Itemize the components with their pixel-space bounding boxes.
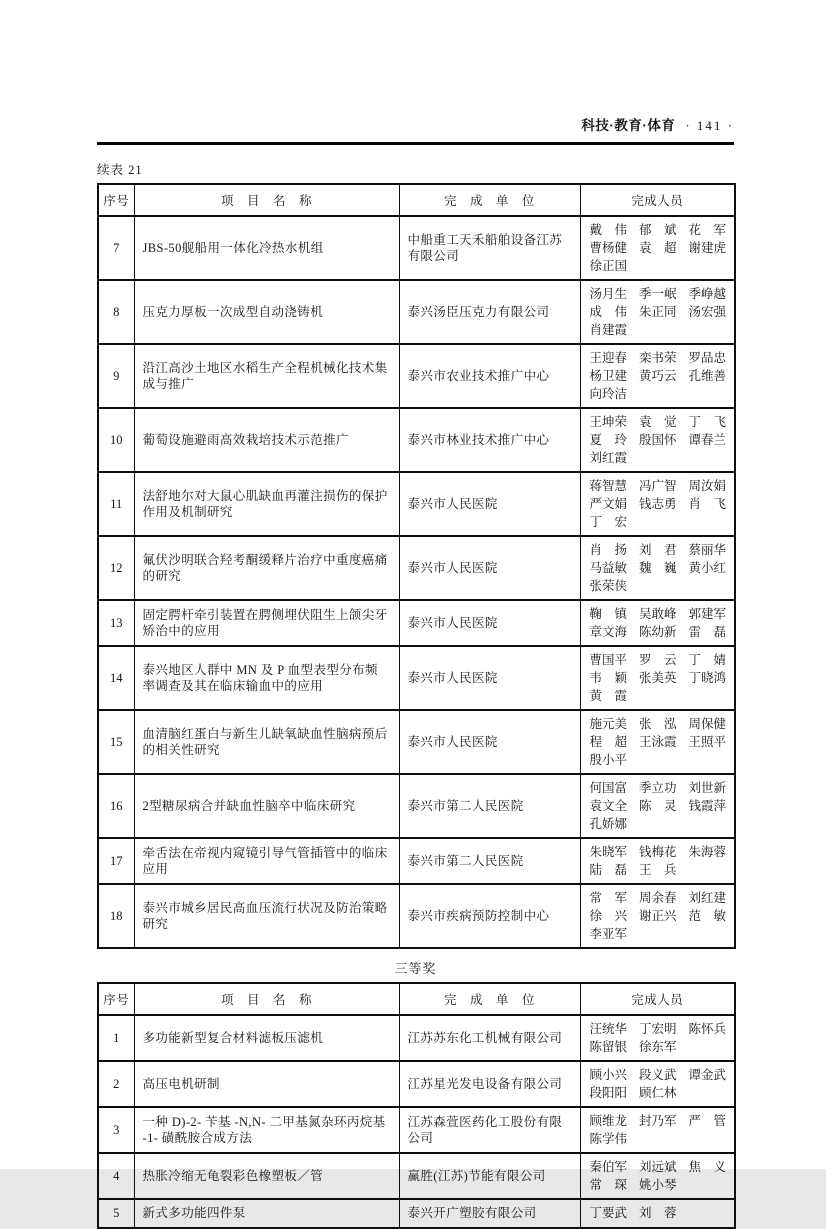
cell-unit: 中船重工天禾船舶设备江苏有限公司 — [399, 216, 580, 280]
person-name: 封乃军 — [639, 1114, 677, 1128]
person-name: 丁宏明 — [639, 1022, 677, 1036]
person-name: 李亚军 — [589, 927, 628, 941]
person-name: 韦 颖 — [589, 671, 628, 685]
person-name: 朱海蓉 — [688, 845, 727, 859]
person-name: 严文娟 — [589, 497, 628, 511]
person-name: 罗 云 — [639, 653, 677, 667]
section-title-third-prize: 三等奖 — [394, 961, 437, 976]
person-name: 段义武 — [639, 1068, 677, 1082]
person-name: 马益敏 — [589, 561, 628, 575]
cell-people — [580, 1199, 735, 1228]
table-row — [98, 1199, 735, 1228]
person-name: 徐东军 — [639, 1040, 677, 1054]
person-name: 谢正兴 — [639, 909, 677, 923]
person-name: 孔维善 — [688, 369, 727, 383]
cell-project: 高压电机研制 — [134, 1061, 399, 1107]
cell-unit: 泰兴市人民医院 — [399, 472, 580, 536]
cell-no: 3 — [98, 1107, 134, 1153]
person-name: 陈留银 — [589, 1040, 628, 1054]
person-name: 朱正同 — [639, 305, 677, 319]
cell-people — [580, 408, 735, 472]
cell-unit: 泰兴市人民医院 — [399, 646, 580, 710]
person-name: 季峥越 — [688, 287, 727, 301]
person-name: 袁 超 — [639, 241, 677, 255]
cell-unit: 泰兴市第二人民医院 — [399, 838, 580, 884]
person-name: 戴 伟 — [589, 223, 628, 237]
cell-no: 5 — [98, 1199, 134, 1228]
cell-no: 14 — [98, 646, 134, 710]
person-name: 张 泓 — [639, 717, 677, 731]
table-row — [98, 1107, 735, 1153]
person-name: 刘世新 — [688, 781, 727, 795]
person-name: 顾小兴 — [589, 1068, 628, 1082]
cell-no: 13 — [98, 600, 134, 646]
person-name: 丁 婧 — [688, 653, 727, 667]
cell-unit: 泰兴汤臣压克力有限公司 — [399, 280, 580, 344]
person-name: 夏 玲 — [589, 433, 628, 447]
cell-people — [580, 344, 735, 408]
col-header-project: 项 目 名 称 — [134, 184, 399, 216]
cell-project: 沿江高沙土地区水稻生产全程机械化技术集成与推广 — [134, 344, 399, 408]
people-list — [590, 844, 731, 878]
person-name: 陈幼新 — [639, 625, 677, 639]
cell-unit: 泰兴市人民医院 — [399, 710, 580, 774]
col-header-no: 序号 — [98, 184, 134, 216]
person-name: 雷 磊 — [688, 625, 727, 639]
cell-no: 1 — [98, 1015, 134, 1061]
person-name: 朱晓军 — [589, 845, 628, 859]
cell-no: 9 — [98, 344, 134, 408]
table-row — [98, 600, 735, 646]
col-header-unit: 完 成 单 位 — [399, 184, 580, 216]
cell-unit: 泰兴开广塑胶有限公司 — [399, 1199, 580, 1228]
person-name: 黄小红 — [688, 561, 727, 575]
table-header-row — [98, 983, 735, 1015]
cell-project: 氟伏沙明联合羟考酮缓释片治疗中重度癌痛的研究 — [134, 536, 399, 600]
table-row — [98, 646, 735, 710]
person-name: 谢建虎 — [688, 241, 727, 255]
cell-project: 血清脑红蛋白与新生儿缺氧缺血性脑病预后的相关性研究 — [134, 710, 399, 774]
person-name: 施元美 — [589, 717, 628, 731]
people-list — [590, 890, 731, 942]
person-name: 王照平 — [688, 735, 727, 749]
col-header-unit: 完 成 单 位 — [399, 983, 580, 1015]
person-name: 常 军 — [589, 891, 628, 905]
person-name: 成 伟 — [589, 305, 628, 319]
cell-unit: 泰兴市人民医院 — [399, 600, 580, 646]
person-name: 向玲洁 — [589, 387, 628, 401]
person-name: 冯广智 — [639, 479, 677, 493]
table-row — [98, 710, 735, 774]
person-name: 焦 义 — [688, 1160, 727, 1174]
person-name: 陈学伟 — [589, 1132, 628, 1146]
person-name: 顾维龙 — [589, 1114, 628, 1128]
person-name: 鞠 镇 — [589, 607, 628, 621]
cell-project: 多功能新型复合材料滤板压滤机 — [134, 1015, 399, 1061]
people-list — [590, 542, 731, 594]
cell-project: JBS-50舰船用一体化冷热水机组 — [134, 216, 399, 280]
person-name: 谭金武 — [688, 1068, 727, 1082]
people-list — [590, 780, 731, 832]
people-list — [590, 716, 731, 768]
cell-no: 2 — [98, 1061, 134, 1107]
cell-people — [580, 884, 735, 948]
person-name: 蒋智慧 — [589, 479, 628, 493]
cell-unit: 泰兴市疾病预防控制中心 — [399, 884, 580, 948]
person-name: 吴敢峰 — [639, 607, 677, 621]
cell-project: 压克力厚板一次成型自动浇铸机 — [134, 280, 399, 344]
person-name: 刘红霞 — [589, 451, 628, 465]
cell-unit: 泰兴市农业技术推广中心 — [399, 344, 580, 408]
person-name: 刘红建 — [688, 891, 727, 905]
people-list — [590, 1021, 731, 1055]
person-name: 黄 霞 — [589, 689, 628, 703]
cell-no: 10 — [98, 408, 134, 472]
person-name: 钱梅花 — [639, 845, 677, 859]
cell-no: 7 — [98, 216, 134, 280]
people-list — [590, 478, 731, 530]
cell-people — [580, 646, 735, 710]
person-name: 陈 灵 — [639, 799, 677, 813]
people-list — [590, 350, 731, 402]
person-name: 姚小琴 — [639, 1178, 677, 1192]
people-list — [590, 652, 731, 704]
cell-project: 2型糖尿病合并缺血性脑卒中临床研究 — [134, 774, 399, 838]
cell-unit: 赢胜(江苏)节能有限公司 — [399, 1153, 580, 1199]
award-table-second-prize — [97, 183, 736, 949]
running-head — [97, 114, 734, 135]
person-name: 周余春 — [639, 891, 677, 905]
cell-unit: 泰兴市林业技术推广中心 — [399, 408, 580, 472]
person-name: 曹杨健 — [589, 241, 628, 255]
cell-no: 8 — [98, 280, 134, 344]
table-header-row — [98, 184, 735, 216]
person-name: 杨卫建 — [589, 369, 628, 383]
cell-project: 热胀冷缩无龟裂彩色橡塑板／管 — [134, 1153, 399, 1199]
person-name: 丁 宏 — [589, 515, 628, 529]
person-name: 徐正国 — [589, 259, 628, 273]
cell-no: 11 — [98, 472, 134, 536]
col-header-no: 序号 — [98, 983, 134, 1015]
continued-table-label: 续表 21 — [97, 163, 143, 177]
person-name: 王坤荣 — [589, 415, 628, 429]
person-name: 蔡丽华 — [688, 543, 727, 557]
person-name: 谭春兰 — [688, 433, 727, 447]
person-name: 王泳霞 — [639, 735, 677, 749]
table-row — [98, 536, 735, 600]
person-name: 张美英 — [639, 671, 677, 685]
people-list — [590, 286, 731, 338]
col-header-people: 完成人员 — [580, 983, 735, 1015]
person-name: 刘远斌 — [639, 1160, 677, 1174]
person-name: 张荣侠 — [589, 579, 628, 593]
table-row — [98, 472, 735, 536]
person-name: 魏 巍 — [639, 561, 677, 575]
person-name: 陆 磊 — [589, 863, 628, 877]
cell-people — [580, 1015, 735, 1061]
cell-project: 葡萄设施避雨高效栽培技术示范推广 — [134, 408, 399, 472]
person-name: 章文海 — [589, 625, 628, 639]
person-name: 肖 飞 — [688, 497, 727, 511]
cell-no: 15 — [98, 710, 134, 774]
person-name: 丁 飞 — [688, 415, 727, 429]
person-name: 曹国平 — [589, 653, 628, 667]
person-name: 黄巧云 — [639, 369, 677, 383]
col-header-people: 完成人员 — [580, 184, 735, 216]
people-list — [590, 222, 731, 274]
cell-people — [580, 710, 735, 774]
page-number: · 141 · — [685, 118, 734, 133]
cell-project: 新式多功能四件泵 — [134, 1199, 399, 1228]
person-name: 汤宏强 — [688, 305, 727, 319]
person-name: 王 兵 — [639, 863, 677, 877]
people-list — [590, 606, 731, 640]
cell-people — [580, 1107, 735, 1153]
person-name: 袁文全 — [589, 799, 628, 813]
cell-people — [580, 472, 735, 536]
cell-people — [580, 216, 735, 280]
table-row — [98, 838, 735, 884]
person-name: 孔娇娜 — [589, 817, 628, 831]
table-row — [98, 1153, 735, 1199]
cell-no: 17 — [98, 838, 134, 884]
person-name: 罗品忠 — [688, 351, 727, 365]
cell-no: 18 — [98, 884, 134, 948]
cell-project: 泰兴市城乡居民高血压流行状况及防治策略研究 — [134, 884, 399, 948]
person-name: 丁要武 — [589, 1206, 628, 1221]
cell-unit: 泰兴市第二人民医院 — [399, 774, 580, 838]
cell-unit: 江苏苏东化工机械有限公司 — [399, 1015, 580, 1061]
table-row — [98, 1015, 735, 1061]
person-name: 顾仁林 — [639, 1086, 677, 1100]
cell-people — [580, 536, 735, 600]
cell-unit: 泰兴市人民医院 — [399, 536, 580, 600]
person-name: 肖 扬 — [589, 543, 628, 557]
people-list — [590, 1067, 731, 1101]
cell-unit: 江苏星光发电设备有限公司 — [399, 1061, 580, 1107]
cell-project: 泰兴地区人群中 MN 及 P 血型表型分布频率调查及其在临床输血中的应用 — [134, 646, 399, 710]
cell-project: 牵舌法在帝视内窥镜引导气管插管中的临床应用 — [134, 838, 399, 884]
running-head-title: 科技·教育·体育 — [581, 118, 676, 133]
table-row — [98, 774, 735, 838]
person-name: 何国富 — [589, 781, 628, 795]
cell-people — [580, 1061, 735, 1107]
person-name: 肖建霞 — [589, 323, 628, 337]
person-name: 殷国怀 — [639, 433, 677, 447]
person-name: 郁 斌 — [639, 223, 677, 237]
person-name: 王迎春 — [589, 351, 628, 365]
person-name: 徐 兴 — [589, 909, 628, 923]
award-table-third-prize — [97, 982, 736, 1229]
table-row — [98, 344, 735, 408]
table-row — [98, 408, 735, 472]
people-list — [590, 414, 731, 466]
table-row — [98, 884, 735, 948]
page-content — [97, 114, 734, 1229]
person-name: 段阳阳 — [589, 1086, 628, 1100]
person-name: 殷小平 — [589, 753, 628, 767]
cell-people — [580, 600, 735, 646]
header-rule — [97, 142, 734, 145]
person-name: 周保健 — [688, 717, 727, 731]
table-row — [98, 280, 735, 344]
person-name: 汤月生 — [589, 287, 628, 301]
table-row — [98, 216, 735, 280]
cell-no: 4 — [98, 1153, 134, 1199]
person-name: 袁 觉 — [639, 415, 677, 429]
cell-no: 16 — [98, 774, 134, 838]
cell-no: 12 — [98, 536, 134, 600]
person-name: 陈怀兵 — [688, 1022, 727, 1036]
cell-people — [580, 838, 735, 884]
person-name: 常 琛 — [589, 1178, 628, 1192]
person-name: 丁晓鸿 — [688, 671, 727, 685]
person-name: 季一岷 — [639, 287, 677, 301]
cell-unit: 江苏森萱医药化工股份有限公司 — [399, 1107, 580, 1153]
person-name: 栾书荣 — [639, 351, 677, 365]
people-list — [590, 1159, 731, 1193]
person-name: 范 敏 — [688, 909, 727, 923]
person-name: 刘 君 — [639, 543, 677, 557]
person-name: 汪统华 — [589, 1022, 628, 1036]
cell-project: 一种 D)-2- 苄基 -N,N- 二甲基氮杂环丙烷基 -1- 磺酰胺合成方法 — [134, 1107, 399, 1153]
person-name: 秦伯军 — [589, 1160, 628, 1174]
cell-people — [580, 1153, 735, 1199]
person-name: 程 超 — [589, 735, 628, 749]
table-row — [98, 1061, 735, 1107]
person-name: 刘 蓉 — [639, 1206, 677, 1221]
person-name: 周汝娟 — [688, 479, 727, 493]
cell-people — [580, 774, 735, 838]
people-list — [590, 1113, 731, 1147]
person-name: 钱霞萍 — [688, 799, 727, 813]
cell-project: 法舒地尔对大鼠心肌缺血再灌注损伤的保护作用及机制研究 — [134, 472, 399, 536]
person-name: 花 军 — [688, 223, 727, 237]
cell-project: 固定腭杆牵引装置在腭侧埋伏阻生上颌尖牙矫治中的应用 — [134, 600, 399, 646]
col-header-project: 项 目 名 称 — [134, 983, 399, 1015]
person-name: 严 管 — [688, 1114, 727, 1128]
person-name: 钱志勇 — [639, 497, 677, 511]
people-list — [590, 1205, 731, 1221]
person-name: 季立功 — [639, 781, 677, 795]
cell-people — [580, 280, 735, 344]
person-name: 郭建军 — [688, 607, 727, 621]
